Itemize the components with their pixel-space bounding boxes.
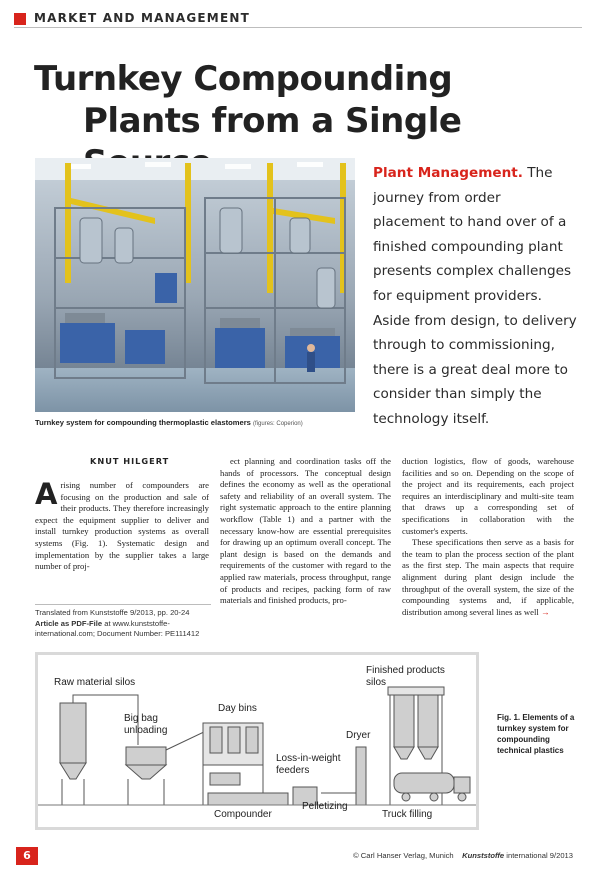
label-pelletizing: Pelletizing <box>302 801 348 812</box>
body-column-1-text: rising number of compounders are focusing on the production and sale of their products. They therefore increasingly expect the equipment supplier to deliver and install turnkey production systems as overall systems (Fig. 1). Systematic design and implementation by the supplier takes a large number of proj- <box>35 480 209 572</box>
drop-cap: A <box>35 477 58 511</box>
title-line-2: Plants from a Single <box>83 101 462 141</box>
lead-kicker: Plant Management. <box>373 165 523 181</box>
label-loss-in-weight-1: Loss-in-weight <box>276 753 341 764</box>
photo-caption-text: Turnkey system for compounding thermoplastic elastomers <box>35 418 251 427</box>
lead-paragraph <box>373 161 577 432</box>
body-column-3-paragraph-2 <box>402 537 574 618</box>
label-big-bag-2: unloading <box>124 725 168 736</box>
photo-caption <box>35 418 303 427</box>
label-day-bins: Day bins <box>218 703 257 714</box>
body-column-3 <box>402 456 574 618</box>
continue-arrow-icon: → <box>540 606 550 617</box>
footer-brand: Kunststoffe <box>462 851 505 860</box>
footer-issue: international 9/2013 <box>504 851 573 860</box>
page-footer <box>353 851 573 860</box>
section-label: MARKET AND MANAGEMENT <box>34 11 250 25</box>
section-header <box>14 10 582 28</box>
label-raw-material-silos: Raw material silos <box>54 677 136 688</box>
body-column-3-paragraph-1: duction logistics, flow of goods, warehouse facilities and so on. Depending on the scope of the project and its requirements, each project requires an interdisciplinary and multi-site team that draws up a corresponding set of specifications in collaboration with the customer's experts. <box>402 456 574 536</box>
label-truck-filling: Truck filling <box>382 809 433 820</box>
label-loss-in-weight-2: feeders <box>276 765 310 776</box>
label-dryer: Dryer <box>346 730 371 741</box>
page-number: 6 <box>16 847 38 865</box>
photo-credit: (figures: Coperion) <box>253 421 303 427</box>
author-byline: KNUT HILGERT <box>90 456 170 466</box>
body-column-2: ect planning and coordination tasks off the hands of processors. The conceptual design defines the economy as well as the operational safety and reliability of an overall system. The right systematic approach to the entire planning workflow (Table 1) and a partner with the necessary know-how are essential prerequisites for drawing up an optimum overall concept. The plant design is based on the demands and requirements of the customer with regard to the applied raw materials, process throughput, range of products and recipes, packing form of raw materials and finished products, pro- <box>220 456 391 606</box>
lead-text: The journey from order placement to hand over of a finished compounding plant presents complex challenges for equipment providers. Aside from design, to delivery through to commissioning, there is a great deal more to consider than simply the technology itself. <box>373 165 577 427</box>
footnote-source: Translated from Kunststoffe 9/2013, pp. 20-24 <box>35 608 190 617</box>
footnote-pdf <box>35 619 211 640</box>
figure-1-caption: Fig. 1. Elements of a turnkey system for compounding technical plastics <box>497 713 575 755</box>
title-line-1: Turnkey Compounding <box>34 59 453 99</box>
footer-copyright: © Carl Hanser Verlag, Munich <box>353 851 454 860</box>
footnote-pdf-text: at www.kunststoffe-international.com; Document Number: PE111412 <box>35 618 200 639</box>
figure-1-schematic <box>35 652 479 830</box>
label-big-bag-1: Big bag <box>124 713 158 724</box>
translation-footnote <box>35 604 211 640</box>
plant-photo <box>35 158 355 412</box>
section-marker <box>14 13 26 25</box>
label-finished-2: silos <box>366 677 387 688</box>
body-column-3-paragraph-2-text: These specifications then serve as a basis for the team to plan the process section of the plant as the first step. The main aspects that require alignment during plant design include the throughput of the overall system, the size of the compounding systems and, if applicable, distribution among several lines as well <box>402 537 574 617</box>
footnote-pdf-label: Article as PDF-File <box>35 618 103 628</box>
label-compounder: Compounder <box>214 809 272 820</box>
body-column-1 <box>35 477 209 573</box>
label-finished-1: Finished products <box>366 665 445 676</box>
